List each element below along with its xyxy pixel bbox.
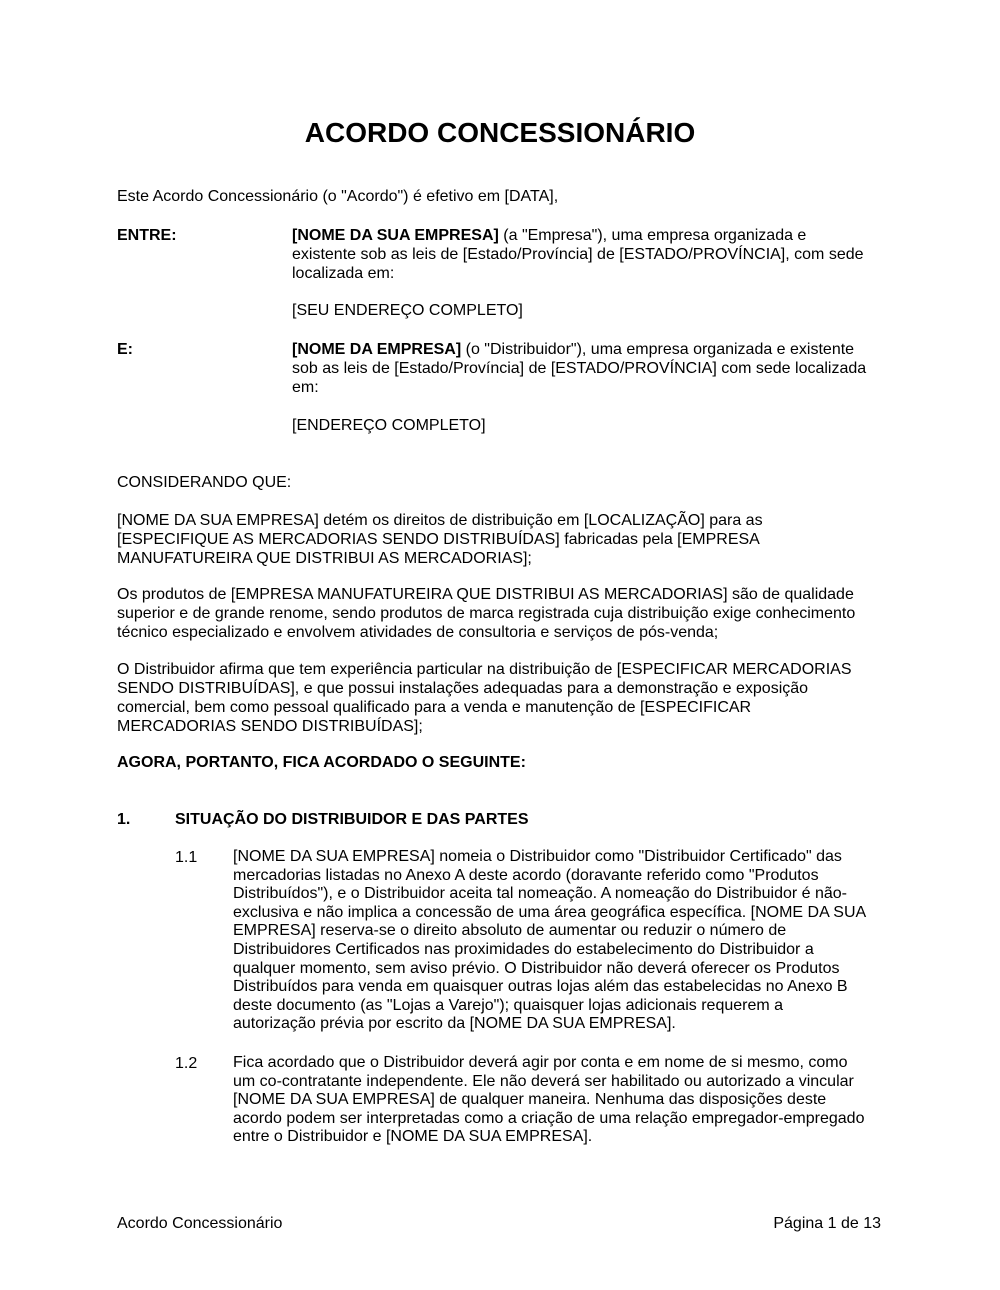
party-1-label: ENTRE: <box>117 227 177 244</box>
recital-3-line: MERCADORIAS SENDO DISTRIBUÍDAS]; <box>117 718 423 735</box>
recital-3-line: comercial, bem como pessoal qualificado para a venda e manutenção de [ESPECIFICAR <box>117 699 752 716</box>
intro-paragraph: Este Acordo Concessionário (o "Acordo") é efetivo em [DATA], <box>117 188 559 205</box>
clause-line: autorização prévia por escrito da [NOME DA SUA EMPRESA]. <box>233 1015 676 1033</box>
recital-1-line: [ESPECIFIQUE AS MERCADORIAS SENDO DISTRIBUÍDAS] fabricadas pela [EMPRESA <box>117 531 760 548</box>
party-1-name: [NOME DA SUA EMPRESA] <box>292 227 499 244</box>
clause-1-1-number: 1.1 <box>175 849 198 866</box>
recital-2-line: superior e de grande renome, sendo produtos de marca registrada cuja distribuição exige conhecimento <box>117 605 856 622</box>
clause-line: mercadorias listadas no Anexo A deste acordo (doravante referido como "Produtos <box>233 866 819 884</box>
clause-line: qualquer momento, sem aviso prévio. O Distribuidor não deverá oferecer os Produtos <box>233 959 840 977</box>
clause-line: deste documento (as "Lojas a Varejo"); quaisquer lojas adicionais requerem a <box>233 996 784 1014</box>
clause-line: exclusiva e não implica a concessão de uma área geográfica específica. [NOME DA SUA <box>233 903 867 921</box>
party-1-line-3: localizada em: <box>292 265 395 282</box>
clause-line: [NOME DA SUA EMPRESA] de qualquer maneira. Nenhuma das disposições deste <box>233 1091 827 1109</box>
clause-line: Distribuídos para venda em quaisquer outras lojas além das estabelecidas no Anexo B <box>233 978 848 996</box>
party-2-description <box>292 340 892 397</box>
recital-3-line: O Distribuidor afirma que tem experiência particular na distribuição de [ESPECIFICAR MERCADORIAS <box>117 661 852 678</box>
recital-3 <box>117 660 897 736</box>
recital-2-line: Os produtos de [EMPRESA MANUFATUREIRA QUE DISTRIBUI AS MERCADORIAS] são de qualidade <box>117 586 854 603</box>
section-1-heading: SITUAÇÃO DO DISTRIBUIDOR E DAS PARTES <box>175 811 529 828</box>
clause-1-2-number: 1.2 <box>175 1055 198 1072</box>
document-title: ACORDO CONCESSIONÁRIO <box>304 117 696 148</box>
party-2-line-3: em: <box>292 379 319 396</box>
party-1-line-2: existente sob as leis de [Estado/Província] de [ESTADO/PROVÍNCIA], com sede <box>292 246 864 263</box>
recital-1-line: [NOME DA SUA EMPRESA] detém os direitos de distribuição em [LOCALIZAÇÃO] para as <box>117 512 763 529</box>
party-2-line-2: sob as leis de [Estado/Província] de [ESTADO/PROVÍNCIA] com sede localizada <box>292 360 867 377</box>
clause-line: um co-contratante independente. Ele não deverá ser habilitado ou autorizado a vincular <box>233 1072 854 1090</box>
party-2-name: [NOME DA EMPRESA] <box>292 341 462 358</box>
footer-document-name: Acordo Concessionário <box>117 1215 283 1232</box>
recital-2-line: técnico especializado e envolvem atividades de consultoria e serviços de pós-venda; <box>117 624 719 641</box>
agreed-heading: AGORA, PORTANTO, FICA ACORDADO O SEGUINTE: <box>117 754 526 771</box>
party-2-line-1: [NOME DA EMPRESA] (o "Distribuidor"), uma empresa organizada e existente <box>292 341 855 358</box>
party-1-address: [SEU ENDEREÇO COMPLETO] <box>292 302 523 319</box>
footer-page-number: Página 1 de 13 <box>773 1215 881 1232</box>
clause-line: entre o Distribuidor e [NOME DA SUA EMPRESA]. <box>233 1128 593 1146</box>
clause-1-2-text <box>233 1054 893 1147</box>
recital-1 <box>117 511 897 568</box>
considering-heading: CONSIDERANDO QUE: <box>117 474 292 491</box>
clause-line: Distribuidores Certificados nas proximidades do estabelecimento do Distribuidor a <box>233 940 814 958</box>
clause-line: Distribuídos"), e o Distribuidor aceita tal nomeação. A nomeação do Distribuidor é não- <box>233 885 847 903</box>
clause-line: Fica acordado que o Distribuidor deverá agir por conta e em nome de si mesmo, como <box>233 1054 848 1071</box>
clause-1-1-text <box>233 848 893 1034</box>
party-1-description <box>292 226 892 283</box>
recital-1-line: MANUFATUREIRA QUE DISTRIBUI AS MERCADORIAS]; <box>117 550 532 567</box>
party-1-line-1: [NOME DA SUA EMPRESA] (a "Empresa"), uma empresa organizada e <box>292 227 807 244</box>
clause-line: acordo podem ser interpretadas como a criação de uma relação empregador-empregado <box>233 1109 865 1127</box>
clause-line: [NOME DA SUA EMPRESA] nomeia o Distribuidor como "Distribuidor Certificado" das <box>233 848 842 865</box>
recital-3-line: SENDO DISTRIBUÍDAS], e que possui instalações adequadas para a demonstração e exposição <box>117 680 809 697</box>
party-2-address: [ENDEREÇO COMPLETO] <box>292 417 486 434</box>
recital-2 <box>117 585 897 642</box>
party-2-label: E: <box>117 341 133 358</box>
section-1-number: 1. <box>117 811 131 828</box>
clause-line: EMPRESA] reserva-se o direito absoluto de aumentar ou reduzir o número de <box>233 922 787 940</box>
